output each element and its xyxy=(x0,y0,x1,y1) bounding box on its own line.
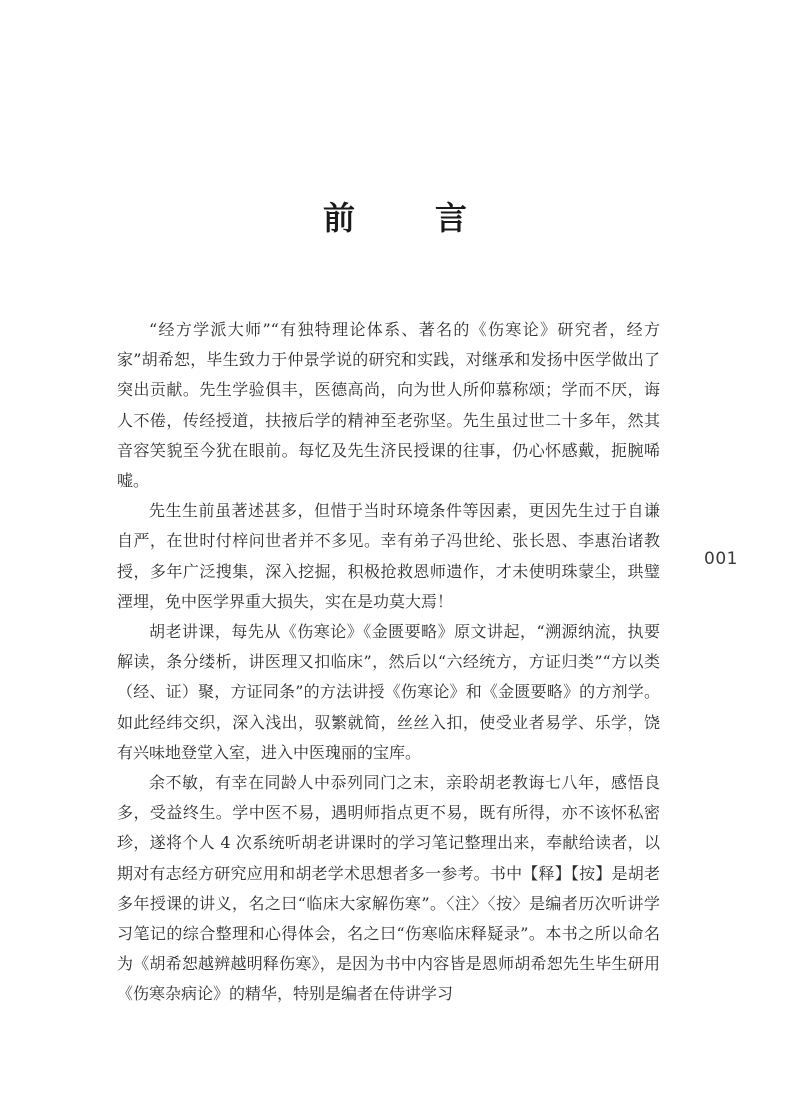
paragraph: 余不敏，有幸在同龄人中忝列同门之末，亲聆胡老教诲七八年，感悟良多，受益终生。学中医不易，遇明师指点更不易，既有所得，亦不该怀私密珍，遂将个人 4 次系统听胡老讲课时的学习笔记整理出来，奉献给读者，以期对有志经方研究应用和胡老学术思想者多一参考。书中【释】【按】是胡老多年授课的讲义，名之曰“临床大家解伤寒”。〈注〉〈按〉是编者历次听讲学习笔记的综合整理和心得体会，名之曰“伤寒临床释疑录”。本书之所以命名为《胡希恕越辨越明释伤寒》，是因为书中内容皆是恩师胡希恕先生毕生研用《伤寒杂病论》的精华，特别是编者在侍讲学习 xyxy=(117,773,660,1004)
paragraph: “经方学派大师”“有独特理论体系、著名的《伤寒论》研究者，经方家”胡希恕，毕生致力于仲景学说的研究和实践，对继承和发扬中医学做出了突出贡献。先生学验俱丰，医德高尚，向为世人所仰慕称颂；学而不厌，诲人不倦，传经授道，扶掖后学的精神至老弥坚。先生虽过世二十多年，然其音容笑貌至今犹在眼前。每忆及先生济民授课的往事，仍心怀感戴，扼腕唏嘘。 xyxy=(117,320,660,491)
paragraph: 胡老讲课，每先从《伤寒论》《金匮要略》原文讲起，“溯源纳流，执要解读，条分缕析，讲医理又扣临床”，然后以“六经统方，方证归类”“方以类（经、证）聚，方证同条”的方法讲授《伤寒论》和《金匮要略》的方剂学。如此经纬交织，深入浅出，驭繁就简，丝丝入扣，使受业者易学、乐学，饶有兴味地登堂入室，进入中医瑰丽的宝库。 xyxy=(117,622,660,762)
page-number: 001 xyxy=(704,549,738,569)
body-text xyxy=(117,315,660,1010)
paragraph: 先生生前虽著述甚多，但惜于当时环境条件等因素，更因先生过于自谦自严，在世时付梓问世者并不多见。幸有弟子冯世纶、张长恩、李惠治诸教授，多年广泛搜集，深入挖掘，积极抢救恩师遗作，才未使明珠蒙尘，珙璧湮埋，免中医学界重大损失，实在是功莫大焉！ xyxy=(117,501,660,611)
page-title: 前 言 xyxy=(322,199,491,237)
